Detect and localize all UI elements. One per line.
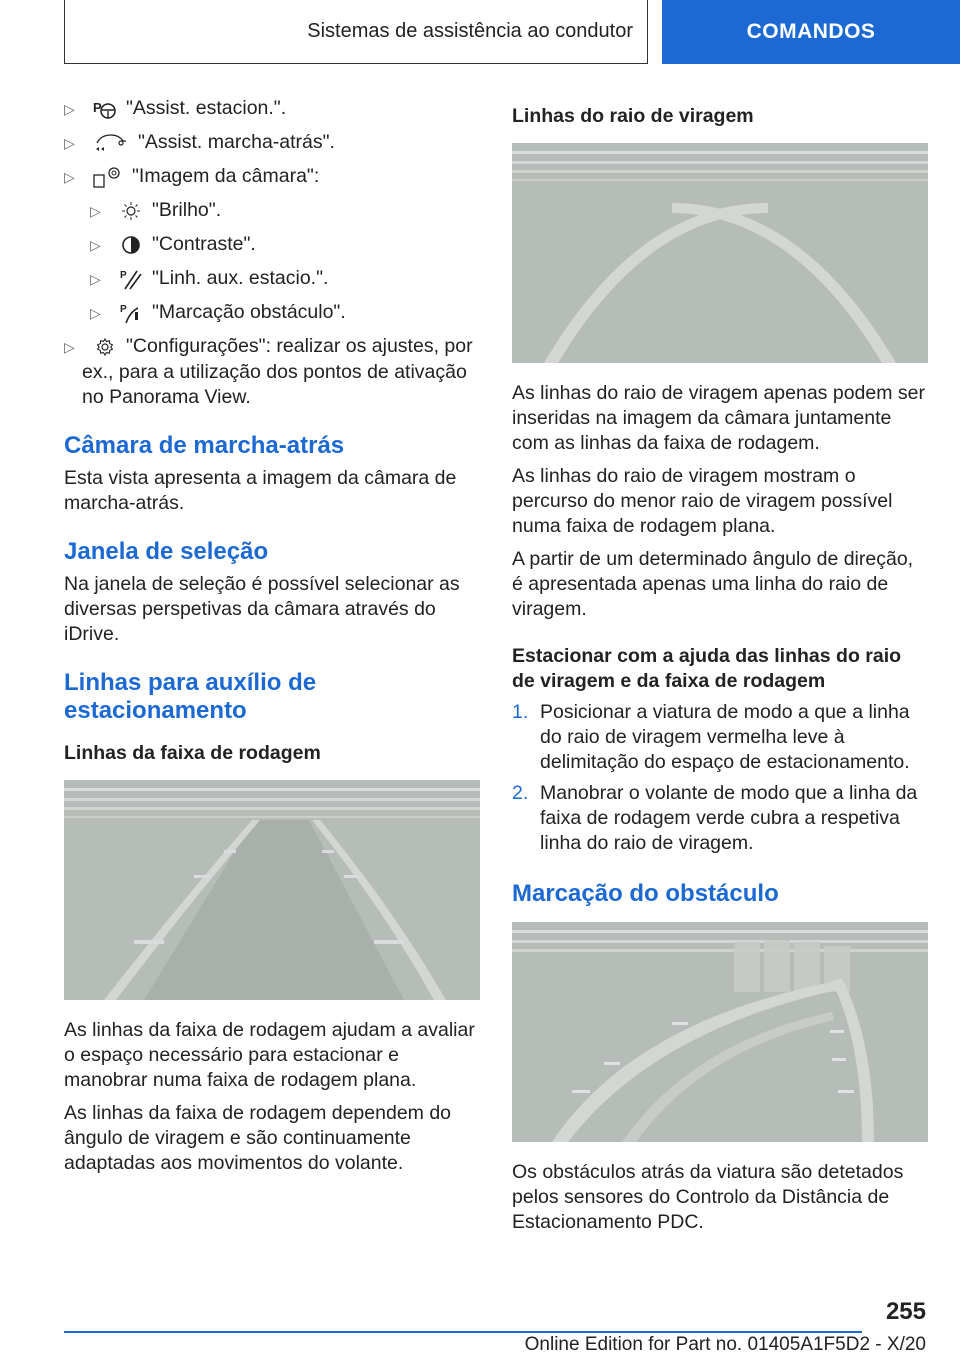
left-column <box>64 96 480 1184</box>
park-assist-icon <box>92 96 118 121</box>
paragraph: As linhas do raio de viragem apenas podem ser inseridas na imagem da câmara juntamente com as linhas da faixa de rodagem. <box>512 382 925 454</box>
step-number: 1. <box>512 701 529 723</box>
list-item-body <box>82 334 480 410</box>
list-item-text: "Contraste". <box>152 233 256 255</box>
svg-text:P: P <box>120 303 127 315</box>
step-number: 2. <box>512 782 529 804</box>
svg-text:P: P <box>120 269 127 281</box>
reverse-assist-icon <box>92 130 130 155</box>
turning-radius-figure <box>512 143 928 363</box>
list-item <box>64 164 480 190</box>
list-item-text: "Imagem da câmara": <box>132 165 320 187</box>
right-column <box>512 96 928 1243</box>
list-item-text: "Assist. marcha-atrás". <box>138 131 335 153</box>
bullet-triangle-icon: ▷ <box>64 135 75 151</box>
bullet-triangle-icon: ▷ <box>90 305 101 321</box>
list-item-text: "Brilho". <box>152 199 222 221</box>
gear-icon <box>92 335 118 360</box>
step-text: Manobrar o volante de modo que a linha da faixa de rodagem verde cubra a respetiva linha do raio de viragem. <box>540 782 918 854</box>
header-chapter-tab[interactable] <box>662 0 960 64</box>
list-item-text: "Assist. estacion.". <box>126 97 287 119</box>
paragraph: As linhas da faixa de rodagem ajudam a avaliar o espaço necessário para estacionar e manobrar numa faixa de rodagem plana. <box>64 1018 475 1091</box>
paragraph: As linhas da faixa de rodagem dependem do ângulo de viragem e são continuamente adaptadas aos movimentos do volante. <box>64 1101 452 1174</box>
brightness-icon <box>118 198 144 223</box>
camera-settings-icon <box>92 164 124 189</box>
page-number: 255 <box>885 1298 926 1325</box>
header-section-title: Sistemas de assistência ao condutor <box>307 20 633 42</box>
list-item <box>64 130 480 156</box>
list-item-text: "Configurações": realizar os ajustes, por ex., para a utilização dos pontos de ativação no Panorama View. <box>82 335 473 408</box>
svg-text:P: P <box>93 99 102 115</box>
list-item <box>90 266 480 292</box>
bullet-triangle-icon: ▷ <box>90 237 101 253</box>
obstacle-marking-figure <box>512 922 928 1142</box>
bullet-triangle-icon: ▷ <box>64 169 75 185</box>
paragraph: Na janela de seleção é possível selecionar as diversas perspetivas da câmara através do iDrive. <box>64 572 460 645</box>
contrast-icon <box>118 232 144 257</box>
header-chapter-title: COMANDOS <box>746 20 876 43</box>
paragraph: Os obstáculos atrás da viatura são detetados pelos sensores do Controlo da Distância de Estacionamento PDC. <box>512 1161 904 1233</box>
lane-lines-figure <box>64 780 480 1000</box>
parking-lines-icon <box>118 266 144 291</box>
list-item <box>90 300 480 326</box>
list-item <box>512 700 928 775</box>
header-section <box>64 0 648 64</box>
list-item-text: "Linh. aux. estacio.". <box>152 267 329 289</box>
list-item <box>64 96 480 122</box>
section-heading: Marcação do obstáculo <box>512 880 779 907</box>
bullet-triangle-icon: ▷ <box>90 271 101 287</box>
subsection-heading: Linhas do raio de viragem <box>512 105 754 127</box>
list-item-text: "Marcação obstáculo". <box>152 301 346 323</box>
subsection-heading: Linhas da faixa de rodagem <box>64 741 321 764</box>
section-heading: Janela de seleção <box>64 537 269 565</box>
list-item <box>90 232 480 258</box>
paragraph: A partir de um determinado ângulo de direção, é apresentada apenas uma linha do raio de viragem. <box>512 548 914 620</box>
section-heading: Câmara de marcha-atrás <box>64 431 345 459</box>
obstacle-marking-icon <box>118 300 144 325</box>
subsection-heading: Estacionar com a ajuda das linhas do raio de viragem e da faixa de rodagem <box>512 645 902 692</box>
list-item <box>64 334 480 410</box>
list-item <box>512 781 928 856</box>
step-text: Posicionar a viatura de modo a que a linha do raio de viragem vermelha leve à delimitação do espaço de estacionamento. <box>540 701 910 773</box>
bullet-triangle-icon: ▷ <box>90 203 101 219</box>
paragraph: As linhas do raio de viragem mostram o percurso do menor raio de viragem possível numa faixa de rodagem plana. <box>512 465 893 537</box>
bullet-triangle-icon: ▷ <box>64 339 75 355</box>
paragraph: Esta vista apresenta a imagem da câmara de marcha-atrás. <box>64 466 457 514</box>
footer-divider <box>64 1331 862 1333</box>
bullet-triangle-icon: ▷ <box>64 101 75 117</box>
footer-edition: Online Edition for Part no. 01405A1F5D2 - X/20 <box>524 1334 926 1355</box>
list-item <box>90 198 480 224</box>
section-heading: Linhas para auxílio de estacionamento <box>64 668 317 724</box>
